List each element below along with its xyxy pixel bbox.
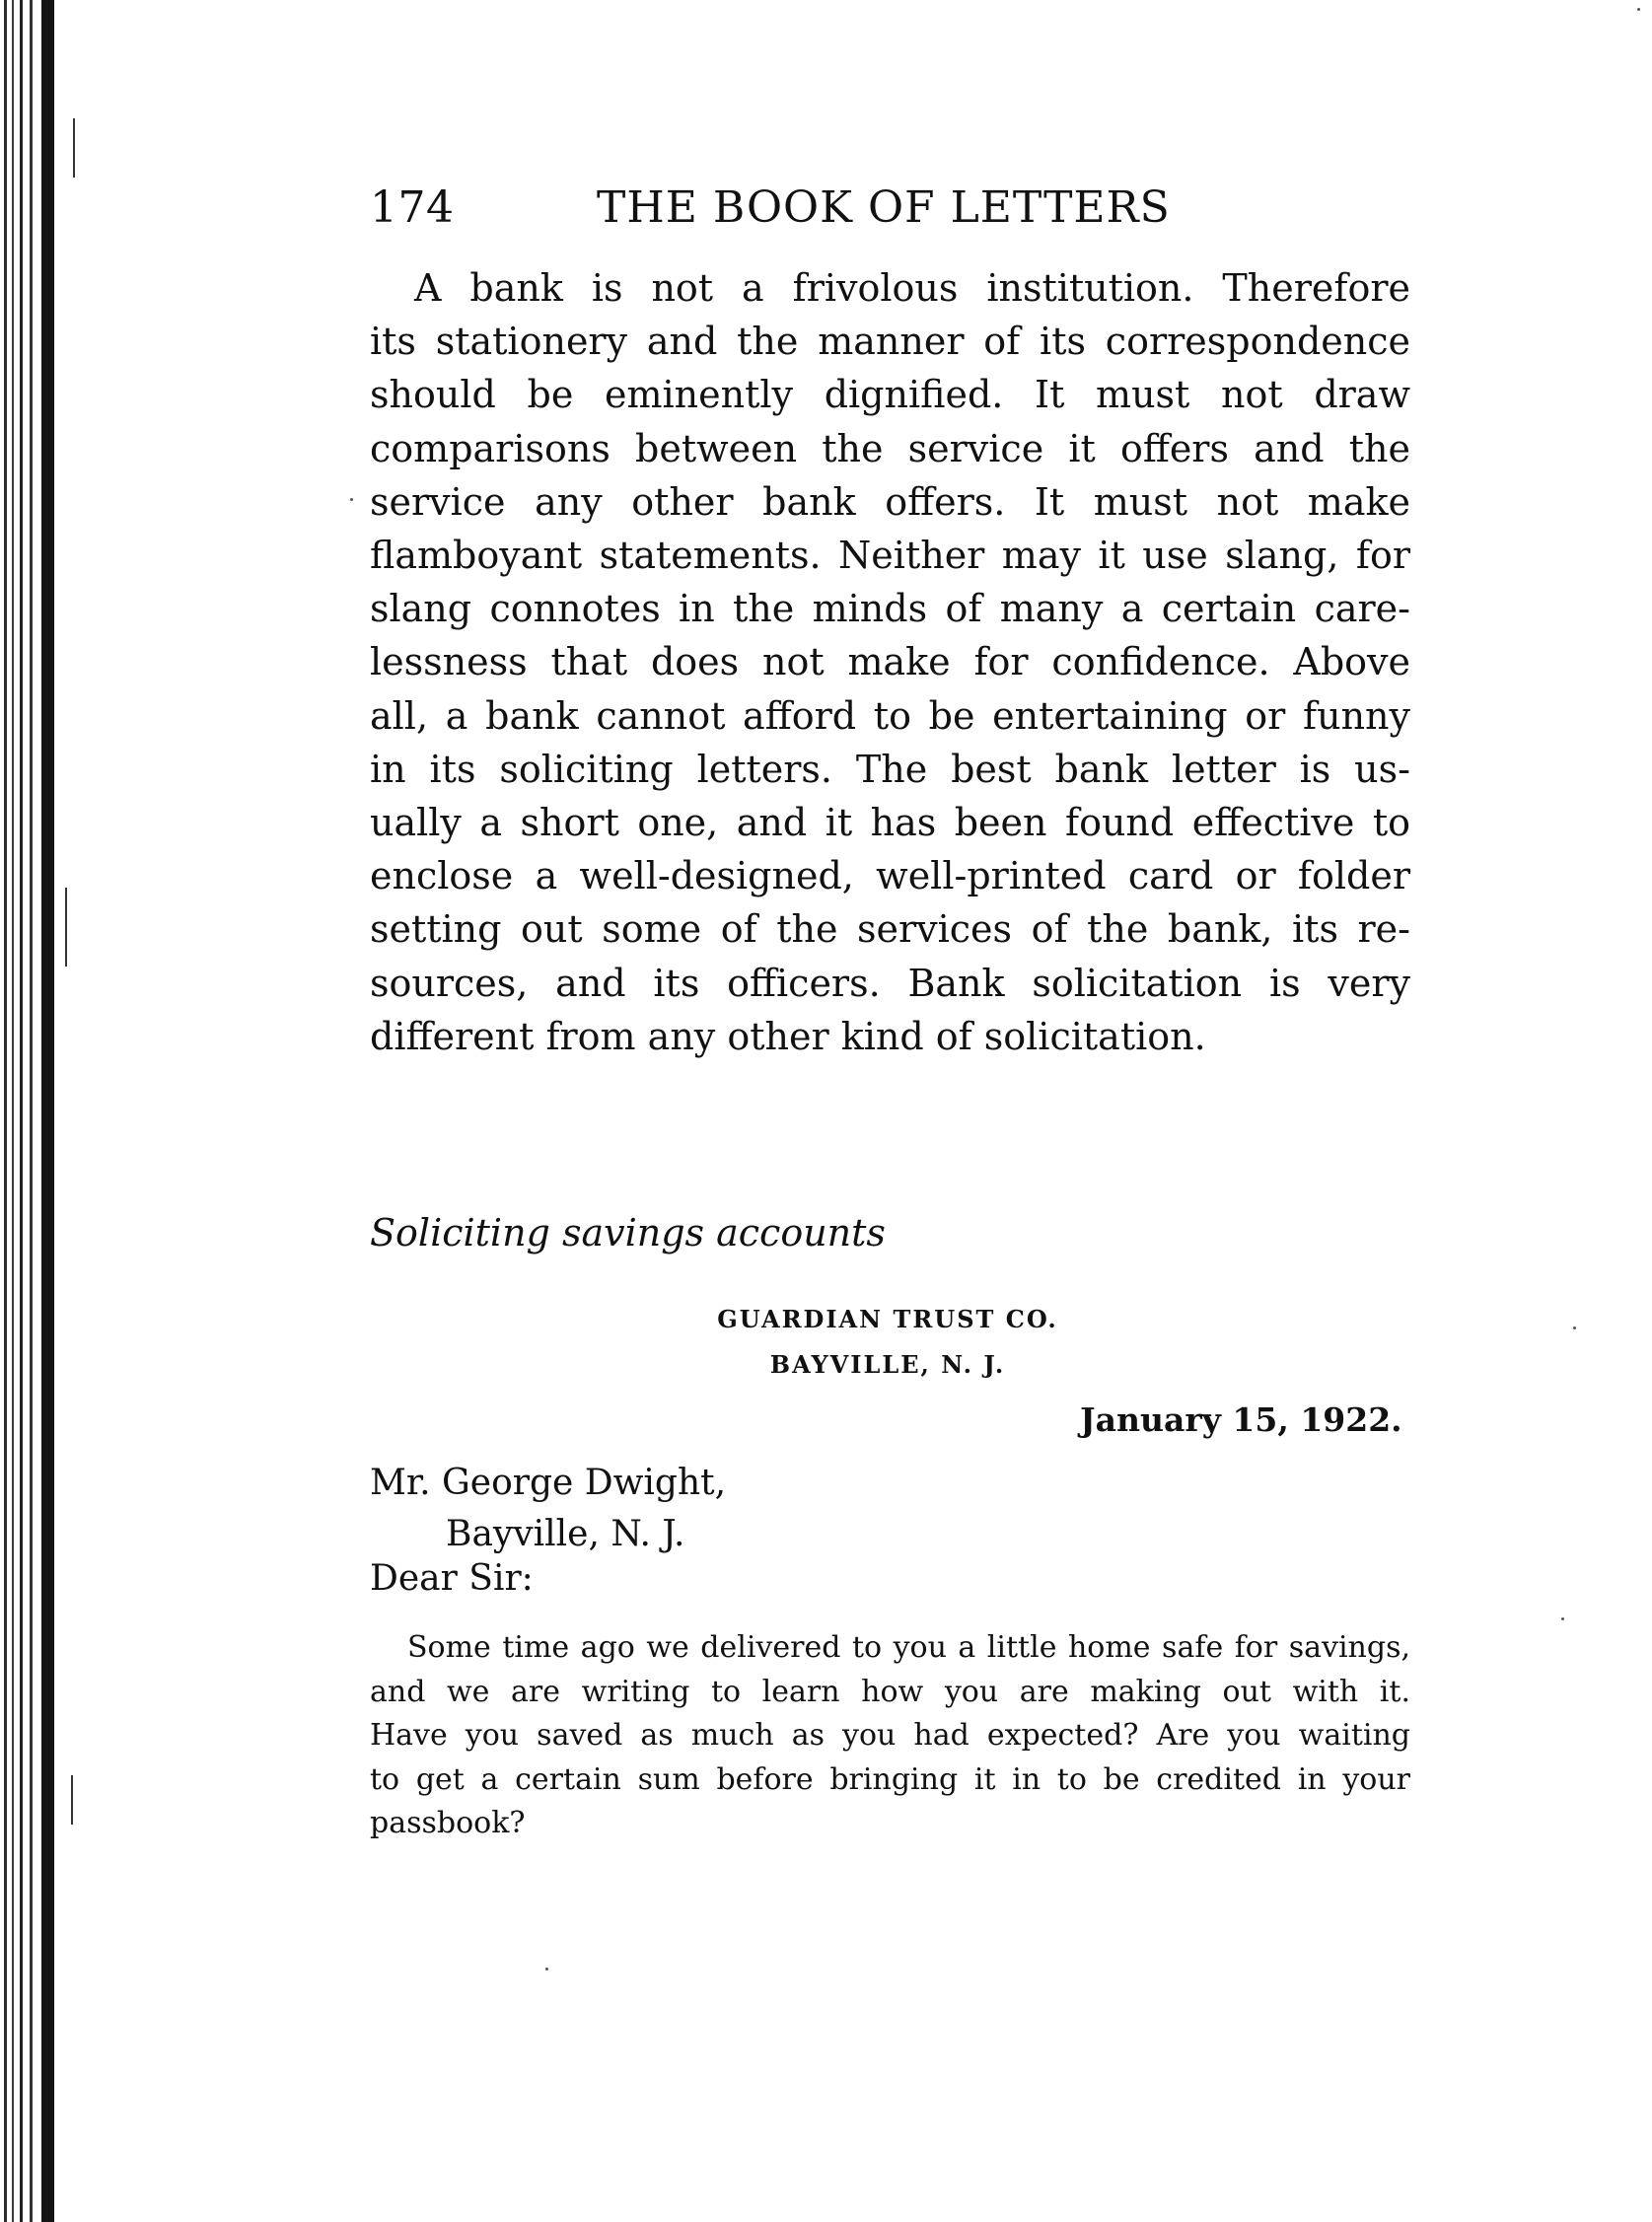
recipient-address: Bayville, N. J. — [446, 1514, 685, 1554]
binding-speck — [65, 888, 67, 967]
letter-line: and we are writing to learn how you are making out with it. — [370, 1674, 1410, 1709]
body-line: comparisons between the service it offers and the — [370, 426, 1410, 470]
recipient-name: Mr. George Dwight, — [370, 1463, 727, 1503]
body-line: A bank is not a frivolous institution. Therefore — [414, 266, 1410, 310]
letter-body — [370, 1626, 1410, 1846]
scan-speck — [1637, 8, 1640, 11]
body-line: all, a bank cannot afford to be entertaining or funny — [370, 693, 1410, 738]
letter-line: to get a certain sum before bringing it in to be credited in your — [370, 1761, 1410, 1797]
letterhead — [690, 1297, 1085, 1388]
letter-date: January 15, 1922. — [1080, 1400, 1402, 1439]
body-line: in its soliciting letters. The best bank letter is us- — [370, 747, 1410, 791]
page-number: 174 — [370, 182, 455, 233]
body-line: service any other bank offers. It must not make — [370, 479, 1410, 524]
letter-line: Some time ago we delivered to you a little home safe for savings, — [407, 1630, 1410, 1665]
binding-speck — [71, 1775, 73, 1825]
salutation: Dear Sir: — [370, 1558, 534, 1599]
body-line: its stationery and the manner of its correspondence — [370, 320, 1410, 364]
scan-speck — [545, 1968, 548, 1971]
letter-line: passbook? — [370, 1806, 526, 1840]
section-heading: Soliciting savings accounts — [370, 1211, 886, 1254]
body-line: slang connotes in the minds of many a certain care- — [370, 587, 1410, 631]
body-line: sources, and its officers. Bank solicitation is very — [370, 961, 1410, 1005]
body-line: different from any other kind of solicitation. — [370, 1014, 1206, 1058]
body-paragraph — [370, 261, 1410, 1063]
body-line: enclose a well-designed, well-printed card or folder — [370, 854, 1410, 898]
body-line: should be eminently dignified. It must not draw — [370, 373, 1410, 417]
letterhead-company: GUARDIAN TRUST CO. — [717, 1305, 1058, 1333]
letter-line: Have you saved as much as you had expected? Are you waiting — [370, 1718, 1410, 1753]
body-line: flamboyant statements. Neither may it use slang, for — [370, 534, 1410, 578]
book-binding-edge — [0, 0, 69, 2222]
letterhead-location: BAYVILLE, N. J. — [769, 1350, 1006, 1379]
body-line: lessness that does not make for confidence. Above — [370, 640, 1410, 684]
body-line: ually a short one, and it has been found effective to — [370, 801, 1410, 845]
running-title: THE BOOK OF LETTERS — [597, 182, 1171, 233]
scan-speck — [350, 498, 353, 501]
scan-speck — [1561, 1617, 1564, 1620]
scan-speck — [1573, 1326, 1576, 1329]
recipient-block — [370, 1458, 726, 1560]
body-line: setting out some of the services of the bank, its re- — [370, 907, 1410, 952]
binding-speck — [73, 118, 75, 178]
